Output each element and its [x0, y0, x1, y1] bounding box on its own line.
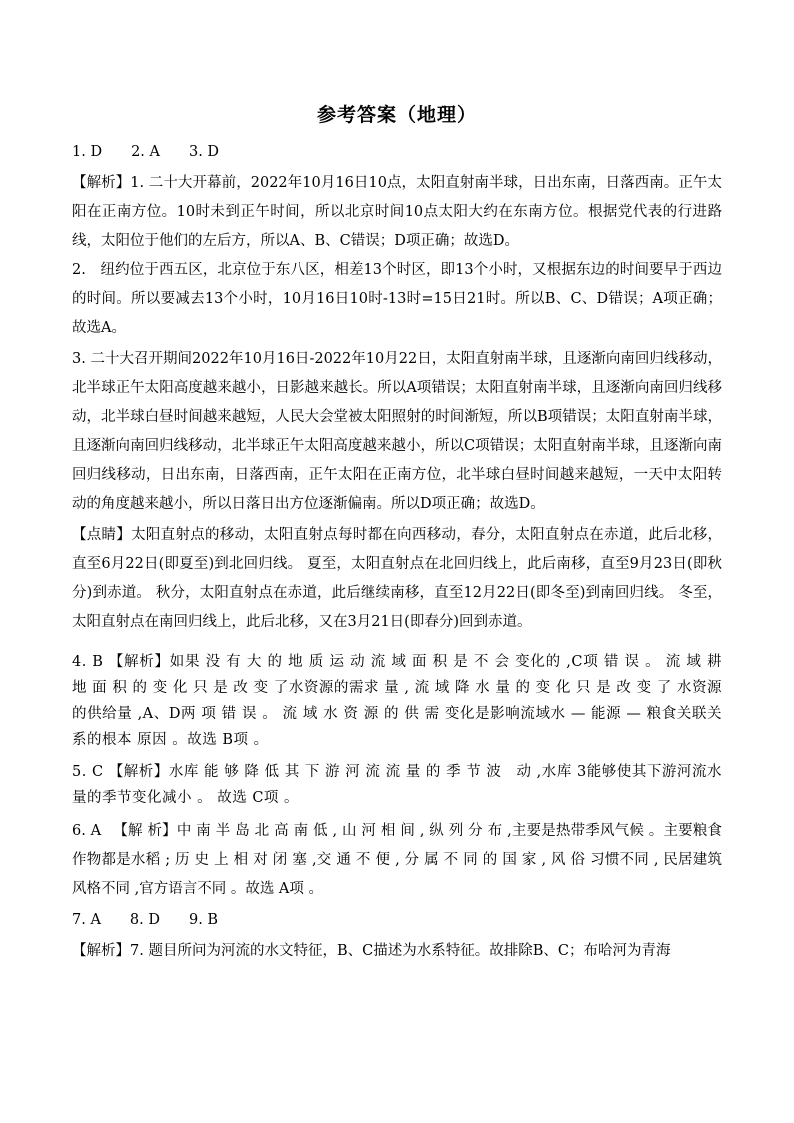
analysis-q3: 3. 二十大召开期间2022年10月16日-2022年10月22日，太阳直射南半球，且逐渐向南回归线移动，北半球正午太阳高度越来越小，日影越来越长。所以A项错误；太阳直射南半球，且逐渐向南回归线移动，北半球白昼时间越来越短，人民大会堂被太阳照射的时间渐短，所以B项错误；太阳直射南半球，且逐渐向南回归线移动，北半球正午太阳高度越来越小，所以C项错误；太阳直射南半球，且逐渐向南回归线移动，日出东南，日落西南，正午太阳在正南方位，北半球白昼时间越来越短，一天中太阳转动的角度越来越小，所以日落日出方位逐渐偏南。所以D项正确；故选D。: [72, 351, 722, 512]
analysis-q4: 4. B 【解析】如果 没 有 大 的 地 质 运 动 流 域 面 积 是 不 会 变化的 ,C项 错 误 。 流 域 耕 地 面 积 的 变 化 只 是 改 变 了水资源的需求 量 , 流 域 降 水 量 的 变 化 只 是 改 变 了 水资源的供给量 ,A、D两 项 错 误 。 流 域 水 资 源 的 供 需 变化是影响流域水 — 能源 — 粮食关联关系的根本 原因 。故选 B项 。: [72, 654, 722, 748]
analysis-q5: 5. C 【解析】水库 能 够 降 低 其 下 游 河 流 流 量 的 季 节 波 动 ,水库 3能够使其下游河流水量的季节变化减小 。 故选 C项 。: [72, 764, 722, 806]
analysis-q6: 6. A 【解 析】中 南 半 岛 北 高 南 低 , 山 河 相 间 , 纵 列 分 布 ,主要是热带季风气候 。主要粮食作物都是水稻 ; 历 史 上 相 对 闭 塞 ,交 通 不 便 , 分 属 不 同 的 国 家 , 风 俗 习惯不同 , 民居建筑风格不同 ,官方语言不同 。故选 A项 。: [72, 823, 722, 897]
analysis-q7: 【解析】7. 题目所问为河流的水文特征，B、C描述为水系特征。故排除B、C；布哈河为青海: [72, 943, 671, 959]
answers-7-9: 7. A 8. D 9. B: [72, 912, 219, 928]
analysis-q1: 【解析】1. 二十大开幕前，2022年10月16日10点，太阳直射南半球，日出东南，日落西南。正午太阳在正南方位。10时未到正午时间，所以北京时间10点太阳大约在东南方位。根据党代表的行进路线，太阳位于他们的左后方，所以A、B、C错误；D项正确；故选D。: [72, 175, 722, 249]
key-point-note: 【点睛】太阳直射点的移动，太阳直射点每时都在向西移动，春分，太阳直射点在赤道，此后北移，直至6月22日(即夏至)到北回归线。 夏至，太阳直射点在北回归线上，此后南移，直至9月23日(即秋分)到赤道。 秋分，太阳直射点在赤道，此后继续南移，直至12月22日(即冬至)到南回归线。 冬至，太阳直射点在南回归线上，此后北移，又在3月21日(即春分)回到赤道。: [72, 527, 722, 630]
answers-1-3: 1. D 2. A 3. D: [72, 144, 220, 160]
analysis-q2: 2. 纽约位于西五区，北京位于东八区，相差13个时区，即13个小时，又根据东边的时间要早于西边的时间。所以要减去13个小时，10月16日10时-13时=15日21时。所以B、C、D错误；A项正确；故选A。: [72, 262, 722, 336]
page-title: 参考答案（地理）: [316, 104, 477, 126]
